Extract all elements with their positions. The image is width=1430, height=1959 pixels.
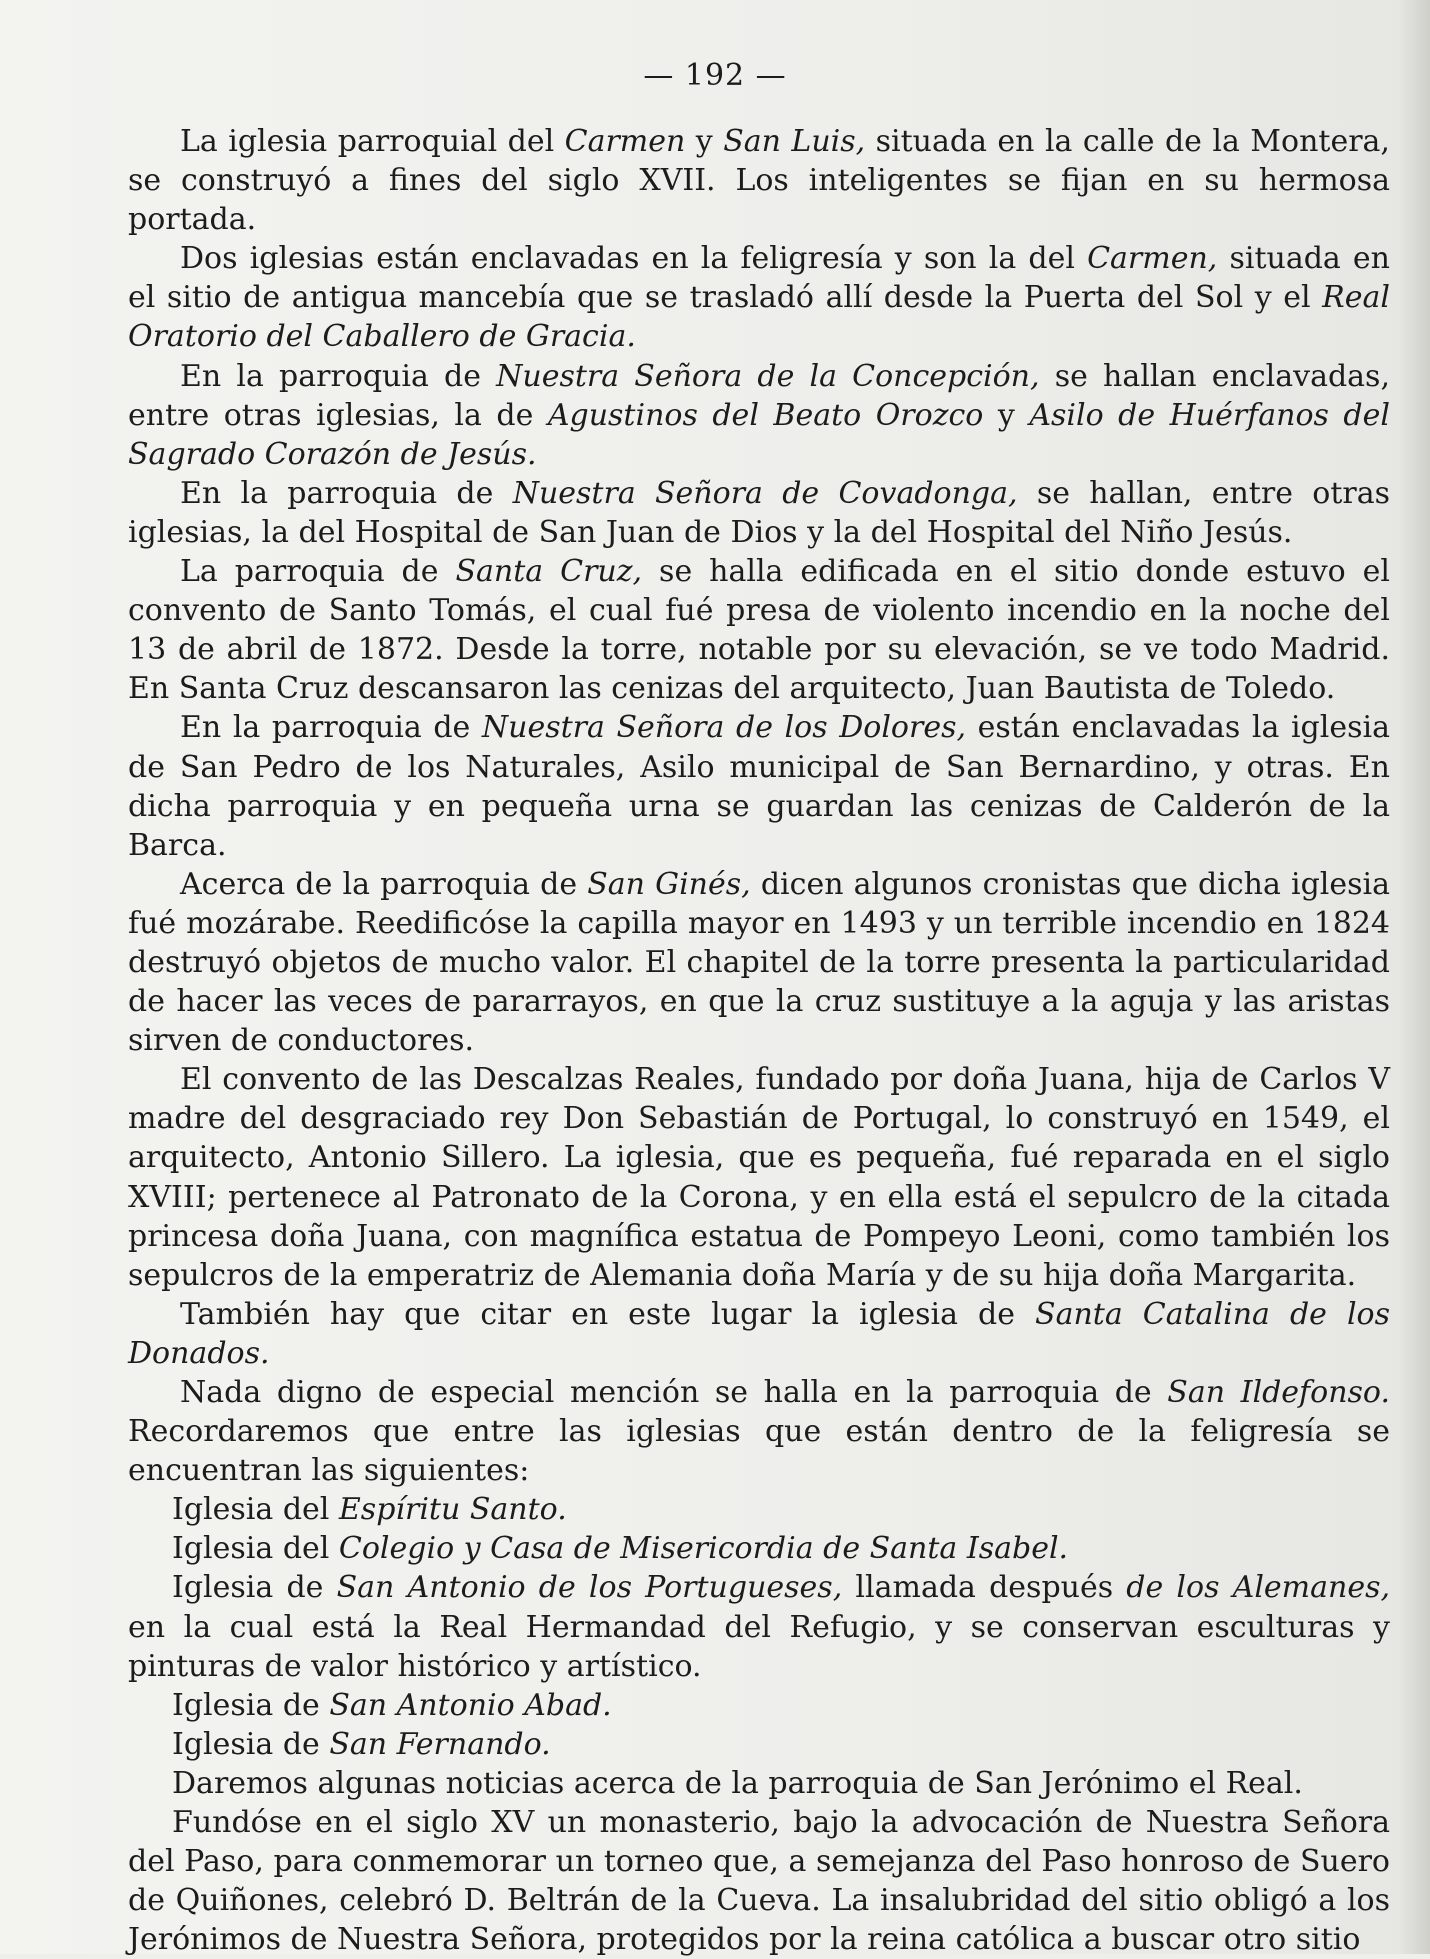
paragraph-p15 xyxy=(128,1725,1390,1764)
italic-text: Santa Cruz, xyxy=(455,554,643,590)
text-run: Iglesia de xyxy=(172,1687,330,1723)
paragraph-p10 xyxy=(128,1373,1390,1490)
text-run: dicen algunos cronistas que dicha iglesia fué mozárabe. Reedificóse la capilla mayor en 1493 y un terrible incendio en 1824 destruyó objetos de mucho valor. El chapitel de la torre presenta la particularidad de hacer las veces de pararrayos, en que la cruz sustituye a la aguja y las aristas sirven de conductores. xyxy=(128,866,1390,1059)
paragraph-p14 xyxy=(128,1686,1390,1725)
paragraph-p17 xyxy=(128,1803,1390,1959)
text-run: Iglesia de xyxy=(172,1726,330,1762)
text-run: En la parroquia de xyxy=(180,710,482,746)
text-run: Fundóse en el siglo XV un monasterio, bajo la advocación de Nuestra Señora del Paso, para conmemorar un torneo que, a semejanza del Paso honroso de Suero de Quiñones, celebró D. Beltrán de la Cueva. La insalubridad del sitio obligó a los Jerónimos de Nuestra Señora, protegidos por la reina católica a buscar otro sitio xyxy=(128,1805,1390,1958)
italic-text: Real Oratorio del Caballero de Gracia. xyxy=(128,280,1390,355)
paragraph-p4 xyxy=(128,474,1390,552)
paragraph-p16 xyxy=(128,1764,1390,1803)
italic-text: San Ginés, xyxy=(587,866,751,902)
paragraph-p13 xyxy=(128,1568,1390,1685)
italic-text: San Luis, xyxy=(723,124,866,159)
text-run: Iglesia del xyxy=(172,1492,339,1528)
italic-text: Nuestra Señora de Covadonga, xyxy=(512,475,1018,511)
text-run: situada en la calle de la Montera, se construyó a fines del siglo XVII. Los inteligentes se fijan en su hermosa portada. xyxy=(128,124,1390,238)
paragraph-p8 xyxy=(128,1060,1390,1295)
paragraph-p3 xyxy=(128,357,1390,474)
text-run: y xyxy=(983,397,1030,433)
italic-text: Asilo de Huérfanos del Sagrado Corazón de Jesús. xyxy=(128,397,1390,472)
text-run: En la parroquia de xyxy=(180,358,497,394)
text-run: Iglesia de xyxy=(172,1570,337,1606)
italic-text: Carmen, xyxy=(1087,241,1218,277)
text-run: Iglesia del xyxy=(172,1531,339,1567)
paragraph-p2 xyxy=(128,239,1390,356)
text-run: La iglesia parroquial del xyxy=(180,124,565,159)
paragraph-p11 xyxy=(128,1490,1390,1529)
text-run: Nada digno de especial mención se halla en la parroquia de xyxy=(180,1375,1168,1410)
italic-text: Espíritu Santo. xyxy=(338,1492,567,1528)
text-run: y xyxy=(685,124,724,159)
text-run: situada en el sitio de antigua mancebía que se trasladó allí desde la Puerta del Sol y el xyxy=(128,241,1391,316)
italic-text: de los Alemanes, xyxy=(1126,1570,1391,1606)
italic-text: Nuestra Señora de la Concepción, xyxy=(496,358,1040,394)
text-run: en la cual está la Real Hermandad del Refugio, y se conservan esculturas y pinturas de valor histórico y artístico. xyxy=(128,1609,1390,1684)
text-run: se halla edificada en el sitio donde estuvo el convento de Santo Tomás, el cual fué presa de violento incendio en la noche del 13 de abril de 1872. Desde la torre, notable por su elevación, se ve todo Madrid. En Santa Cruz descansaron las cenizas del arquitecto, Juan Bautista de Toledo. xyxy=(128,554,1390,707)
text-run: El convento de las Descalzas Reales, fundado por doña Juana, hija de Carlos V madre del desgraciado rey Don Sebastián de Portugal, lo construyó en 1549, el arquitecto, Antonio Sillero. La iglesia, que es pequeña, fué reparada en el siglo XVIII; pertenece al Patronato de la Corona, y en ella está el sepulcro de la citada princesa doña Juana, con magnífica estatua de Pompeyo Leoni, como también los sepulcros de la emperatriz de Alemania doña María y de su hija doña Margarita. xyxy=(128,1062,1390,1293)
italic-text: San Ildefonso. xyxy=(1167,1375,1390,1410)
paragraph-p7 xyxy=(128,865,1390,1060)
paragraph-p9 xyxy=(128,1295,1390,1373)
italic-text: Colegio y Casa de Misericordia de Santa Isabel. xyxy=(338,1531,1069,1567)
paragraph-p5 xyxy=(128,552,1390,708)
italic-text: San Antonio Abad. xyxy=(329,1687,612,1723)
italic-text: San Antonio de los Portugueses, xyxy=(336,1570,843,1606)
text-run: Acerca de la parroquia de xyxy=(180,866,588,902)
text-run: La parroquia de xyxy=(180,554,456,590)
text-run: se hallan enclavadas, entre otras iglesias, la de xyxy=(128,358,1390,433)
body-text xyxy=(128,122,1390,1959)
italic-text: Agustinos del Beato Orozco xyxy=(547,397,984,433)
text-run: Daremos algunas noticias acerca de la parroquia de San Jerónimo el Real. xyxy=(172,1765,1303,1801)
text-run: También hay que citar en este lugar la iglesia de xyxy=(180,1296,1036,1332)
paragraph-p12 xyxy=(128,1529,1390,1568)
text-run: están enclavadas la iglesia de San Pedro de los Naturales, Asilo municipal de San Bernardino, y otras. En dicha parroquia y en pequeña urna se guardan las cenizas de Calderón de la Barca. xyxy=(128,710,1390,863)
text-run: En la parroquia de xyxy=(180,475,513,511)
paragraph-p6 xyxy=(128,708,1390,864)
text-run: se hallan, entre otras iglesias, la del Hospital de San Juan de Dios y la del Hospital del Niño Jesús. xyxy=(128,475,1390,550)
italic-text: Carmen xyxy=(564,124,686,159)
italic-text: San Fernando. xyxy=(329,1726,551,1762)
paragraph-p1 xyxy=(128,122,1390,239)
text-run: Recordaremos que entre las iglesias que están dentro de la feligresía se encuentran las siguientes: xyxy=(128,1414,1390,1489)
text-run: llamada después xyxy=(842,1570,1127,1606)
text-run: Dos iglesias están enclavadas en la feligresía y son la del xyxy=(180,241,1088,277)
page-edge-shadow xyxy=(1398,0,1430,1954)
italic-text: Santa Catalina de los Donados. xyxy=(128,1296,1390,1371)
italic-text: Nuestra Señora de los Dolores, xyxy=(481,710,966,746)
page-number: — 192 — xyxy=(643,58,787,93)
